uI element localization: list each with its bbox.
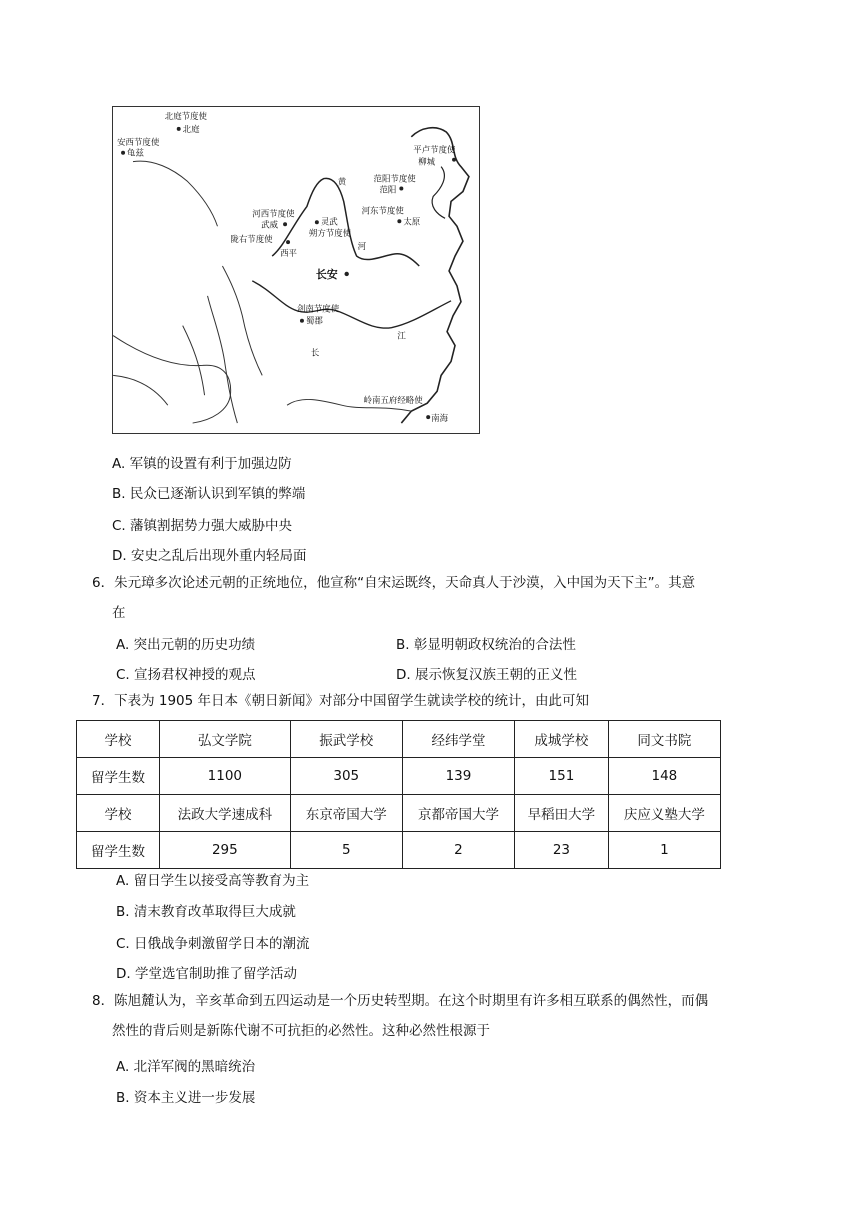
label-nanhai: 南海 [431, 413, 449, 424]
q7-option-a: A. 留日学生以接受高等教育为主 [116, 873, 310, 889]
q8-option-b: B. 资本主义进一步发展 [116, 1090, 256, 1106]
tang-jiedushi-map [112, 106, 480, 434]
table-row-label: 学校 [77, 795, 160, 832]
label-shuofang-jiedushi: 朔方节度使 [308, 228, 352, 239]
label-shu: 蜀郡 [305, 315, 323, 326]
count-cell: 295 [160, 832, 291, 869]
school-cell: 经纬学堂 [402, 721, 514, 758]
q5-option-a: A. 军镇的设置有利于加强边防 [112, 456, 292, 472]
school-cell: 成城学校 [515, 721, 609, 758]
q6-option-c: C. 宣扬君权神授的观点 [116, 667, 256, 683]
q6-option-d: D. 展示恢复汉族王朝的正义性 [396, 667, 577, 683]
q6-stem-line1: 6．朱元璋多次论述元朝的正统地位，他宣称“自宋运既终，天命真人于沙漠，入中国为天下主”。其意 [92, 575, 696, 591]
label-beiting-jiedushi: 北庭节度使 [164, 110, 207, 121]
count-cell: 23 [515, 832, 609, 869]
map-drawing [113, 107, 479, 433]
table-row-label: 留学生数 [77, 758, 160, 795]
label-hedong-jiedushi: 河东节度使 [361, 205, 404, 216]
q5-option-b: B. 民众已逐渐认识到军镇的弊端 [112, 486, 306, 502]
count-cell: 1100 [160, 758, 291, 795]
count-cell: 305 [290, 758, 402, 795]
coastline [401, 128, 469, 423]
count-cell: 1 [608, 832, 720, 869]
q6-option-b: B. 彰显明朝政权统治的合法性 [396, 637, 576, 653]
yangtze-river [252, 281, 451, 328]
count-cell: 151 [515, 758, 609, 795]
label-lingwu: 灵武 [320, 216, 338, 227]
label-river-huang: 黄 [337, 176, 347, 187]
q8-stem-line2: 然性的背后则是新陈代谢不可抗拒的必然性。这种必然性根源于 [112, 1023, 490, 1039]
q8-stem [92, 986, 782, 1046]
label-guizi: 龟兹 [127, 147, 144, 158]
q6-stem-line2: 在 [112, 605, 126, 621]
table-row-label: 学校 [77, 721, 160, 758]
count-cell: 2 [402, 832, 514, 869]
label-fanyang-jiedushi: 范阳节度使 [373, 173, 416, 184]
school-cell: 庆应义塾大学 [608, 795, 720, 832]
label-pinglu-jiedushi: 平卢节度使 [413, 144, 456, 155]
q7-table [76, 720, 721, 869]
table-row [77, 795, 721, 832]
label-changan: 长安 [315, 267, 338, 281]
table-row [77, 832, 721, 869]
q7-stem: 7．下表为 1905 年日本《朝日新闻》对部分中国留学生就读学校的统计，由此可知 [92, 693, 590, 709]
label-lingnan-jinglue: 岭南五府经略使 [363, 395, 423, 406]
school-cell: 东京帝国大学 [290, 795, 402, 832]
q6-option-a: A. 突出元朝的历史功绩 [116, 637, 256, 653]
school-cell: 京都帝国大学 [402, 795, 514, 832]
label-liucheng: 柳城 [418, 156, 436, 167]
school-cell: 振武学校 [290, 721, 402, 758]
label-taiyuan: 太原 [403, 216, 421, 227]
count-cell: 5 [290, 832, 402, 869]
q8-stem-line1: 8．陈旭麓认为，辛亥革命到五四运动是一个历史转型期。在这个时期里有许多相互联系的偶然性，而偶 [92, 993, 709, 1009]
label-xiping: 西平 [280, 248, 297, 259]
q7-option-d: D. 学堂选官制助推了留学活动 [116, 966, 297, 982]
label-jiannan-jiedushi: 剑南节度使 [296, 303, 340, 314]
school-cell: 法政大学速成科 [160, 795, 291, 832]
table-row [77, 721, 721, 758]
label-beiting: 北庭 [182, 123, 200, 134]
label-fanyang: 范阳 [379, 184, 397, 195]
school-cell: 弘文学院 [160, 721, 291, 758]
q7-option-c: C. 日俄战争刺激留学日本的潮流 [116, 936, 310, 952]
label-river-jiang: 江 [397, 330, 406, 341]
table-row [77, 758, 721, 795]
table-row-label: 留学生数 [77, 832, 160, 869]
count-cell: 148 [608, 758, 720, 795]
label-anxi-jiedushi: 安西节度使 [117, 136, 160, 147]
q5-option-c: C. 藩镇割据势力强大威胁中央 [112, 518, 293, 534]
school-cell: 早稻田大学 [515, 795, 609, 832]
label-wuwei: 武威 [261, 219, 279, 230]
label-river-chang: 长 [310, 347, 320, 358]
q8-option-a: A. 北洋军阀的黑暗统治 [116, 1059, 256, 1075]
label-river-he: 河 [357, 241, 367, 252]
school-cell: 同文书院 [608, 721, 720, 758]
label-hexi-jiedushi: 河西节度使 [252, 208, 295, 219]
count-cell: 139 [402, 758, 514, 795]
q6-stem [92, 568, 782, 628]
q5-option-d: D. 安史之乱后出现外重内轻局面 [112, 548, 307, 564]
q7-option-b: B. 清末教育改革取得巨大成就 [116, 904, 296, 920]
label-longyou-jiedushi: 陇右节度使 [230, 234, 273, 245]
